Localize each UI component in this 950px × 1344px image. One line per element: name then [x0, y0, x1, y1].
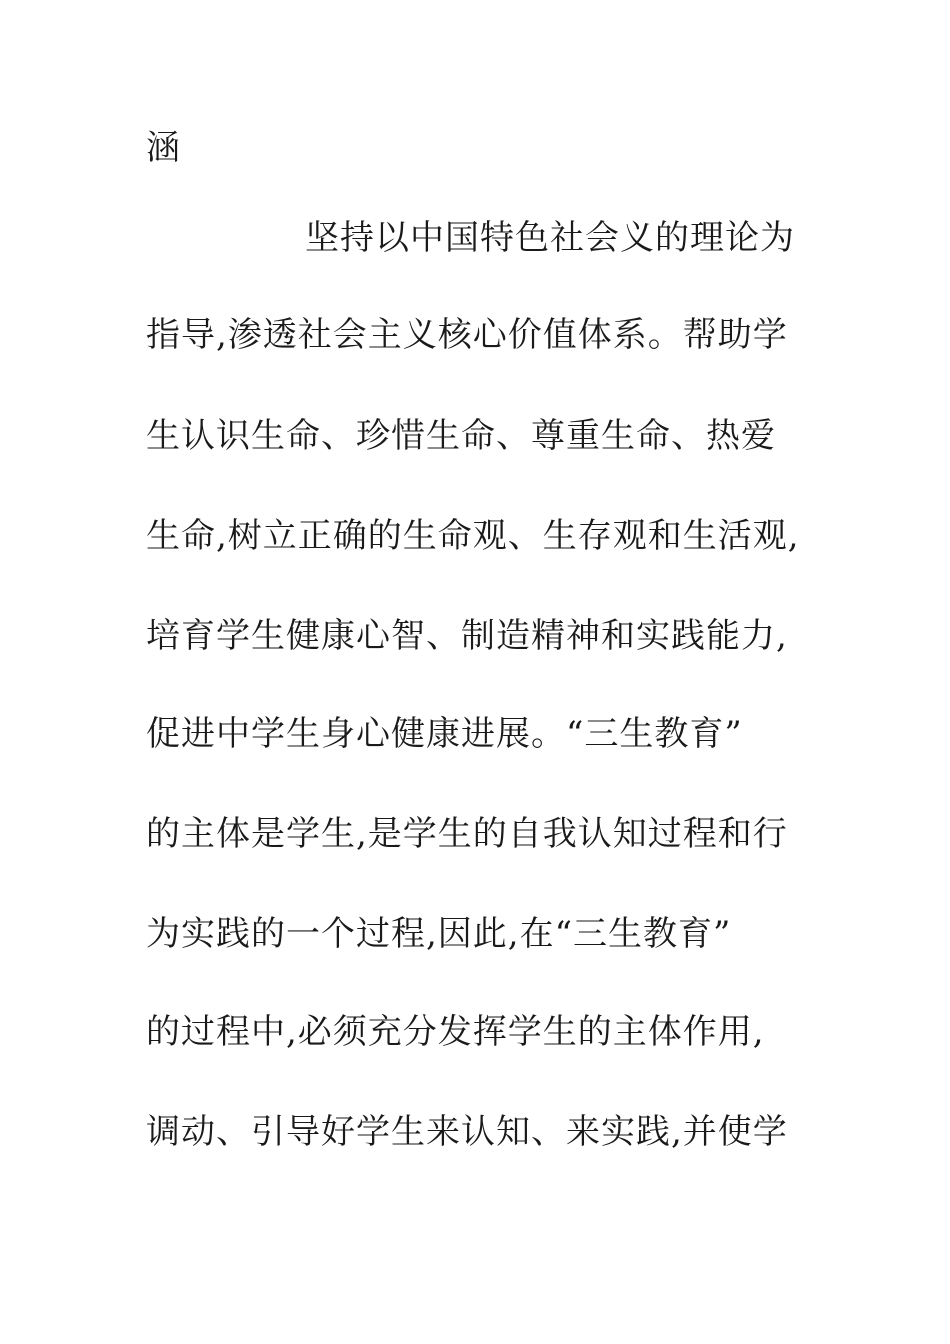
text-line-11: 调动、引导好学生来认知、来实践,并使学 — [146, 1112, 788, 1152]
text-line-10: 的过程中,必须充分发挥学生的主体作用, — [146, 1012, 765, 1052]
text-line-7: 促进中学生身心健康进展。“三生教育” — [146, 714, 743, 754]
text-line-9: 为实践的一个过程,因此,在“三生教育” — [146, 914, 732, 954]
text-line-5: 生命,树立正确的生命观、生存观和生活观, — [146, 516, 800, 556]
paragraph-first-line: 坚持以中国特色社会义的理论为 — [305, 218, 795, 258]
text-line-1: 涵 — [146, 128, 181, 168]
text-line-8: 的主体是学生,是学生的自我认知过程和行 — [146, 814, 788, 854]
text-line-3: 指导,渗透社会主义核心价值体系。帮助学 — [146, 315, 788, 355]
text-line-4: 生认识生命、珍惜生命、尊重生命、热爱 — [146, 416, 776, 456]
text-line-6: 培育学生健康心智、制造精神和实践能力, — [146, 616, 788, 656]
